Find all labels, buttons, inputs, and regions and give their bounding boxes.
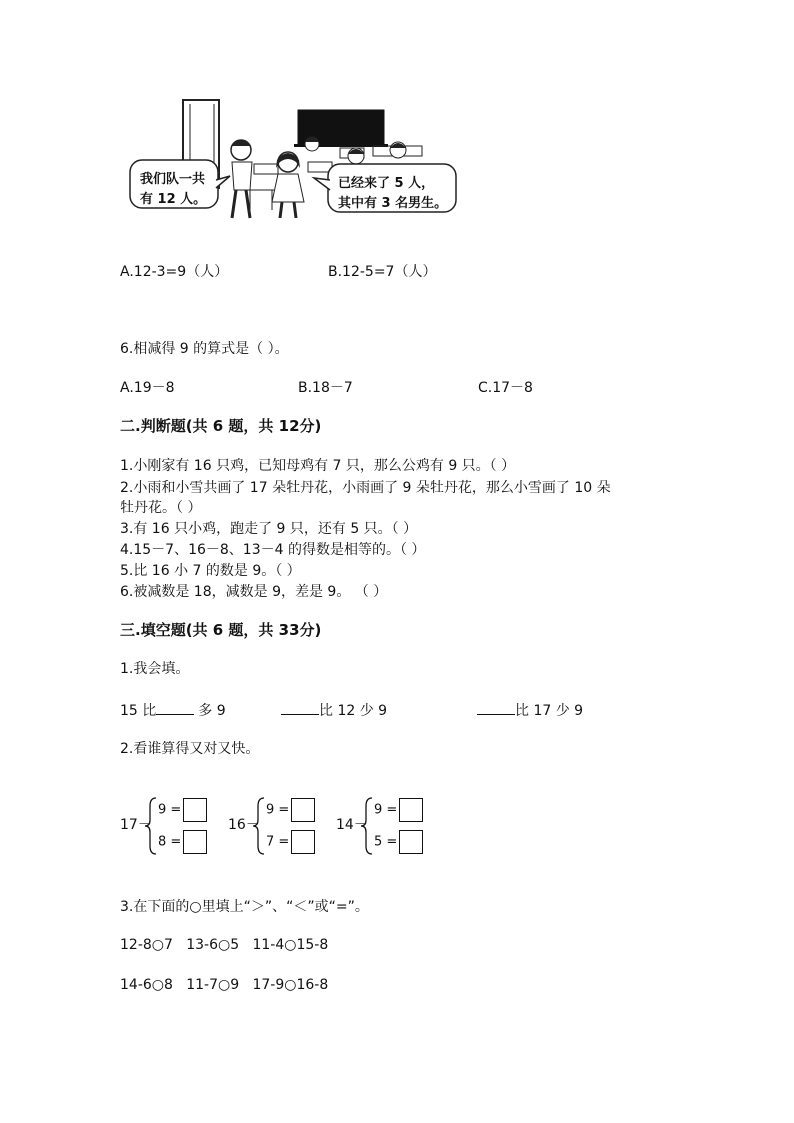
q6-option-c: C.17－8 (478, 380, 533, 396)
section2-heading: 二.判断题(共 6 题，共 12分) (120, 417, 322, 435)
fill-q1-part-2 (281, 700, 387, 721)
bubble-left-line-2: 有 12 人。 (140, 192, 207, 207)
q6-option-a: A.19－8 (120, 380, 175, 396)
q6-option-b: B.18－7 (298, 380, 353, 396)
fill-q1-part-3 (477, 700, 583, 721)
judge-item-5: 5.比 16 小 7 的数是 9。（ ） (120, 563, 301, 579)
brace-row-top (158, 798, 207, 822)
judge-item-2-cont: 牡丹花。（ ） (120, 500, 202, 516)
fill-q1-title: 1.我会填。 (120, 661, 190, 677)
row-expression: 7 = (266, 834, 290, 850)
fill-q3-line-1: 12-8○7 13-6○5 11-4○15-8 (120, 937, 329, 953)
q5-option-a: A.12-3=9（人） (120, 264, 229, 280)
answer-box[interactable] (291, 798, 315, 822)
brace-row-top (374, 798, 423, 822)
fill-q1-part-2-after: 比 12 少 9 (319, 703, 388, 719)
fill-q1-part-3-after: 比 17 少 9 (515, 703, 584, 719)
brace-lead: 17－ (120, 817, 152, 833)
brace-lead: 16－ (228, 817, 260, 833)
q5-option-b: B.12-5=7（人） (328, 264, 437, 280)
row-expression: 8 = (158, 834, 182, 850)
judge-item-6: 6.被减数是 18，减数是 9，差是 9。 （ ） (120, 584, 388, 600)
answer-box[interactable] (183, 830, 207, 854)
answer-blank[interactable] (156, 700, 194, 715)
fill-q1-part-1 (120, 700, 226, 721)
brace-group-14 (336, 796, 436, 856)
classroom-illustration (128, 98, 458, 222)
judge-item-2: 2.小雨和小雪共画了 17 朵牡丹花，小雨画了 9 朵牡丹花，那么小雪画了 10 朵 (120, 480, 611, 496)
left-brace-icon (144, 796, 158, 856)
left-brace-icon (252, 796, 266, 856)
brace-row-top (266, 798, 315, 822)
left-brace-icon (360, 796, 374, 856)
answer-blank[interactable] (281, 700, 319, 715)
judge-item-1: 1.小刚家有 16 只鸡，已知母鸡有 7 只，那么公鸡有 9 只。（ ） (120, 458, 516, 474)
fill-q3-title: 3.在下面的○里填上“＞”、“＜”或“=”。 (120, 899, 369, 915)
brace-group-16 (228, 796, 328, 856)
bubble-right-line-2: 其中有 3 名男生。 (338, 196, 448, 211)
row-expression: 9 = (374, 802, 398, 818)
brace-lead: 14－ (336, 817, 368, 833)
section3-heading: 三.填空题(共 6 题，共 33分) (120, 621, 322, 639)
row-expression: 9 = (158, 802, 182, 818)
row-expression: 5 = (374, 834, 398, 850)
brace-row-bottom (374, 830, 423, 854)
judge-item-3: 3.有 16 只小鸡，跑走了 9 只，还有 5 只。（ ） (120, 521, 418, 537)
answer-blank[interactable] (477, 700, 515, 715)
brace-group-17 (120, 796, 220, 856)
brace-row-bottom (266, 830, 315, 854)
brace-row-bottom (158, 830, 207, 854)
fill-q1-part-1-before: 15 比 (120, 703, 157, 719)
answer-box[interactable] (291, 830, 315, 854)
bubble-left-line-1: 我们队一共 (140, 172, 206, 187)
answer-box[interactable] (183, 798, 207, 822)
fill-q3-line-2: 14-6○8 11-7○9 17-9○16-8 (120, 977, 329, 993)
q6-stem: 6.相减得 9 的算式是（ ）。 (120, 341, 289, 357)
answer-box[interactable] (399, 798, 423, 822)
fill-q2-title: 2.看谁算得又对又快。 (120, 741, 260, 757)
judge-item-4: 4.15－7、16－8、13－4 的得数是相等的。（ ） (120, 542, 426, 558)
answer-box[interactable] (399, 830, 423, 854)
fill-q1-part-1-after: 多 9 (198, 703, 226, 719)
row-expression: 9 = (266, 802, 290, 818)
bubble-right-line-1: 已经来了 5 人， (338, 176, 435, 191)
